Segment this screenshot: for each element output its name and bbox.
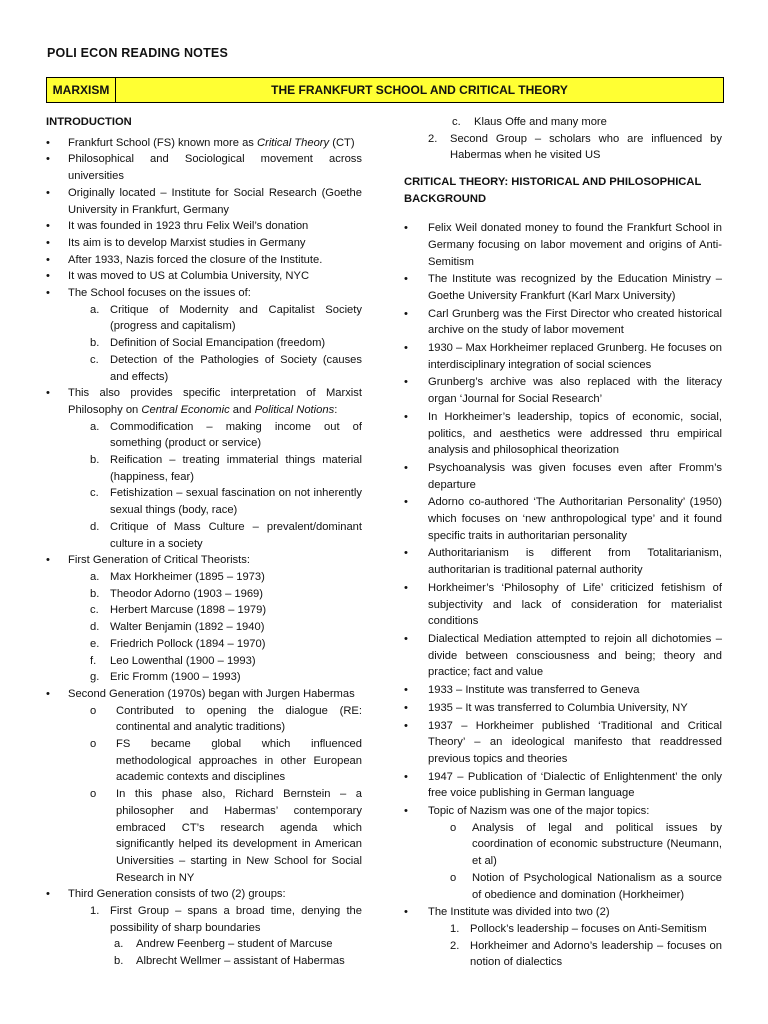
sub-list-item: 1. Pollock’s leadership – focuses on Anti-Semitism xyxy=(450,922,707,935)
continued-item: c. Klaus Offe and many more xyxy=(452,116,607,128)
sub-list-item: e. Friedrich Pollock (1894 – 1970) xyxy=(90,637,266,650)
list-item: • It was moved to US at Columbia University, NYC xyxy=(46,268,362,285)
sub-list-item: a. Max Horkheimer (1895 – 1973) xyxy=(90,570,265,583)
sub-list-item: o In this phase also, Richard Bernstein – a philosopher and Habermas’ contemporary embraced CT’s research agenda which significantly helped its development in American Universities – starting in New School for Social Research in NY xyxy=(68,786,362,886)
sub-list-item: f. Leo Lowenthal (1900 – 1993) xyxy=(90,654,256,667)
banner-topic: THE FRANKFURT SCHOOL AND CRITICAL THEORY xyxy=(271,83,568,97)
background-list xyxy=(404,220,722,971)
list-item: • Originally located – Institute for Social Research (Goethe University in Frankfurt, Germany xyxy=(46,185,362,218)
sub-list xyxy=(68,302,362,386)
list-item: • Horkheimer’s ‘Philosophy of Life’ criticized fetishism of subjectivity and lack of consideration for materialist conditions xyxy=(404,580,722,630)
sub-list-item: c. Herbert Marcuse (1898 – 1979) xyxy=(90,604,267,617)
sub-list-item: c. Fetishization – sexual fascination on not inherently sexual things (body, race) xyxy=(90,487,362,517)
list-item: • 1930 – Max Horkheimer replaced Grunberg. He focuses on interdisciplinary integration of social sciences xyxy=(404,340,722,373)
list-item: • 1935 – It was transferred to Columbia University, NY xyxy=(404,700,722,717)
list-item: • Grunberg’s archive was also replaced with the literacy organ ‘Journal for Social Research’ xyxy=(404,374,722,407)
section-heading-introduction: INTRODUCTION xyxy=(46,116,132,128)
sub-list-item: 1. First Group – spans a broad time, denying the possibility of sharp boundaries a. Andrew Feenberg – student of Marcuse b. Albrecht Wellmer – assistant of Habermas xyxy=(68,903,362,970)
sub-list-item: g. Eric Fromm (1900 – 1993) xyxy=(90,671,241,684)
sub-list-item: a. Critique of Modernity and Capitalist Society (progress and capitalism) xyxy=(90,303,362,333)
list-item: • Third Generation consists of two (2) groups: 1. First Group – spans a broad time, denying the possibility of sharp boundaries a. Andrew Feenberg – student of Marcuse b. Albrecht Wellmer – assistant of Habermas xyxy=(46,886,362,970)
sub-list-item: b. Definition of Social Emancipation (freedom) xyxy=(90,337,326,350)
right-column xyxy=(404,114,722,972)
list-item: • Dialectical Mediation attempted to rejoin all dichotomies – divide between consciousness and being; theory and practice; fact and value xyxy=(404,631,722,681)
list-item: • Topic of Nazism was one of the major topics: o Analysis of legal and political issues by coordination of economic substructure (Neumann, et al) o Notion of Psychological Nationalism as a source of obedience and domination (Horkheimer) xyxy=(404,803,722,903)
sub-list-item: o Contributed to opening the dialogue (RE: continental and analytic traditions) xyxy=(68,703,362,736)
sub-list xyxy=(68,419,362,553)
page-title: POLI ECON READING NOTES xyxy=(47,46,229,60)
banner-subject: MARXISM xyxy=(47,78,116,102)
list-item: • The Institute was recognized by the Education Ministry – Goethe University Frankfurt (Karl Marx University) xyxy=(404,271,722,304)
list-item: • 1933 – Institute was transferred to Geneva xyxy=(404,682,722,699)
nested-list-item: b. Albrecht Wellmer – assistant of Habermas xyxy=(114,955,345,968)
left-column xyxy=(46,114,362,970)
introduction-list xyxy=(46,135,362,970)
list-item: • Carl Grunberg was the First Director who created historical archive on the study of labor movement xyxy=(404,306,722,339)
list-item: • Its aim is to develop Marxist studies in Germany xyxy=(46,235,362,252)
sub-list-item: o Notion of Psychological Nationalism as a source of obedience and domination (Horkheimer) xyxy=(428,870,722,903)
continued-item: 2. Second Group – scholars who are influenced by Habermas when he visited US xyxy=(428,132,722,162)
list-item: • 1947 – Publication of ‘Dialectic of Enlightenment’ the only free voice publishing in German language xyxy=(404,769,722,802)
sub-list-item: b. Theodor Adorno (1903 – 1969) xyxy=(90,587,264,600)
list-item: • The Institute was divided into two (2) 1. Pollock’s leadership – focuses on Anti-Semitism 2. Horkheimer and Adorno’s leadership – focuses on notion of dialectics xyxy=(404,904,722,971)
theorist-list xyxy=(68,569,362,686)
list-item: • Felix Weil donated money to found the Frankfurt School in Germany focusing on labor movement and origins of Anti-Semitism xyxy=(404,220,722,270)
sub-list-item: d. Walter Benjamin (1892 – 1940) xyxy=(90,621,265,634)
list-item: • Frankfurt School (FS) known more as Critical Theory (CT) xyxy=(46,135,362,152)
sub-list-item: o FS became global which influenced methodological approaches in other European academic contexts and disciplines xyxy=(68,736,362,786)
list-item: • First Generation of Critical Theorists: a. Max Horkheimer (1895 – 1973) b. Theodor Adorno (1903 – 1969) c. Herbert Marcuse (1898 – 1979) d. Walter Benjamin (1892 – 1940) e. Friedrich Pollock (1894 – 1970) f. Leo Lowenthal (1900 – 1993) g. Eric Fromm (1900 – 1993) xyxy=(46,552,362,686)
list-item: • Psychoanalysis was given focuses even after Fromm’s departure xyxy=(404,460,722,493)
sub-list-item: o Analysis of legal and political issues by coordination of economic substructure (Neumann, et al) xyxy=(428,820,722,870)
sub-list-item: 2. Horkheimer and Adorno’s leadership – focuses on notion of dialectics xyxy=(450,939,722,969)
list-item: • This also provides specific interpretation of Marxist Philosophy on Central Economic and Political Notions: a. Commodification – making income out of something (product or service) b. Reification – treating immaterial things material (happiness, fear) c. Fetishization – sexual fascination on not inherently sexual things (body, race) d. Critique of Mass Culture – prevalent/dominant culture in a society xyxy=(46,385,362,552)
sub-list xyxy=(428,820,722,904)
sub-list-item: d. Critique of Mass Culture – prevalent/dominant culture in a society xyxy=(90,520,362,550)
section-heading-background: CRITICAL THEORY: HISTORICAL AND PHILOSOPHICAL BACKGROUND xyxy=(404,176,702,206)
nested-list-item: a. Andrew Feenberg – student of Marcuse xyxy=(114,938,333,951)
topic-banner xyxy=(46,77,724,103)
nested-list xyxy=(110,936,362,969)
sub-list xyxy=(68,703,362,887)
list-item: • The School focuses on the issues of: a. Critique of Modernity and Capitalist Society (progress and capitalism) b. Definition of Social Emancipation (freedom) c. Detection of the Pathologies of Society (causes and effects) xyxy=(46,285,362,385)
list-item: • Adorno co-authored ‘The Authoritarian Personality’ (1950) which focuses on ‘new anthropological type’ and it found specific traits in authoritarian personality xyxy=(404,494,722,544)
list-item: • Authoritarianism is different from Totalitarianism, authoritarian is traditional paternal authority xyxy=(404,545,722,578)
sub-list-item: c. Detection of the Pathologies of Society (causes and effects) xyxy=(90,353,362,383)
list-item: • Philosophical and Sociological movement across universities xyxy=(46,151,362,184)
list-item: • 1937 – Horkheimer published ‘Traditional and Critical Theory’ – an ideological manifesto that readdressed previous topics and theories xyxy=(404,718,722,768)
sub-list xyxy=(68,903,362,970)
sub-list-item: a. Commodification – making income out of something (product or service) xyxy=(90,420,362,450)
list-item: • It was founded in 1923 thru Felix Weil’s donation xyxy=(46,218,362,235)
list-item: • In Horkheimer’s leadership, topics of economic, social, politics, and aesthetics were addressed thru empirical analysis and philosophical theorization xyxy=(404,409,722,459)
list-item: • Second Generation (1970s) began with Jurgen Habermas o Contributed to opening the dialogue (RE: continental and analytic traditions) o FS became global which influenced methodological approaches in other European academic contexts and disciplines o In this phase also, Richard Bernstein – a philosopher and Habermas’ contemporary embraced CT’s research agenda which significantly helped its development in American Universities – starting in New School for Social Research in NY xyxy=(46,686,362,886)
sub-list xyxy=(428,921,722,971)
sub-list-item: b. Reification – treating immaterial things material (happiness, fear) xyxy=(90,454,362,483)
list-item: • After 1933, Nazis forced the closure of the Institute. xyxy=(46,252,362,269)
